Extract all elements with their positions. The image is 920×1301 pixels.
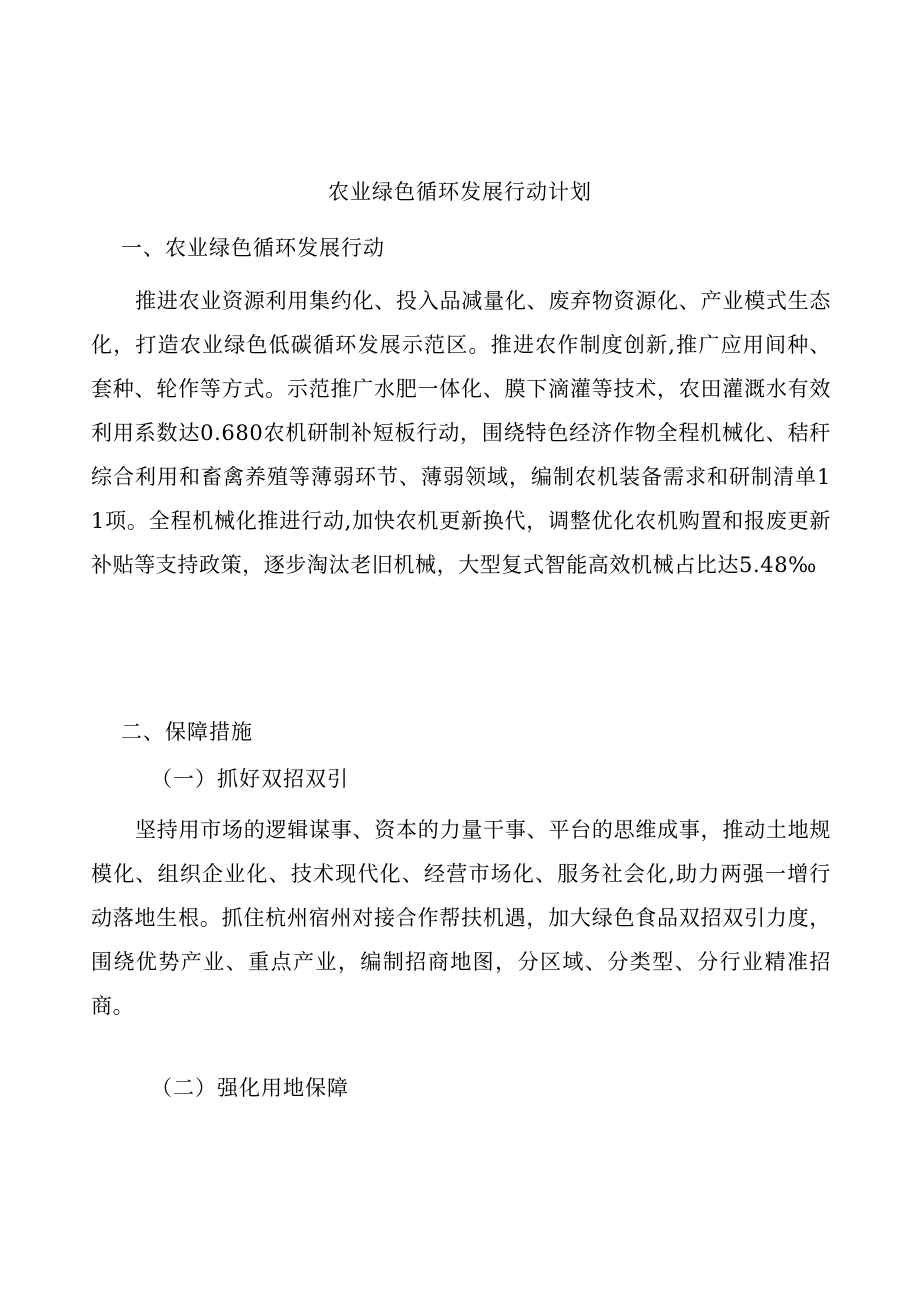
subsection-heading-1: （一）抓好双招双引	[151, 767, 349, 791]
document-title: 农业绿色循环发展行动计划	[328, 180, 592, 204]
section-heading-2: 二、保障措施	[121, 720, 253, 744]
section-1-paragraph: 推进农业资源利用集约化、投入品减量化、废弃物资源化、产业模式生态化，打造农业绿色低碳循环发展示范区。推进农作制度创新,推广应用间种、套种、轮作等方式。示范推广水肥一体化、膜下滴灌等技术，农田灌溉水有效利用系数达0.680农机研制补短板行动，围绕特色经济作物全程机械化、秸秆综合利用和畜禽养殖等薄弱环节、薄弱领域，编制农机装备需求和研制清单11项。全程机械化推进行动,加快农机更新换代，调整优化农机购置和报废更新补贴等支持政策，逐步淘汰老旧机械，大型复式智能高效机械占比达5.48‰	[91, 289, 831, 577]
section-heading-1: 一、农业绿色循环发展行动	[121, 236, 385, 260]
subsection-1-paragraph: 坚持用市场的逻辑谋事、资本的力量干事、平台的思维成事，推动土地规模化、组织企业化、技术现代化、经营市场化、服务社会化,助力两强一增行动落地生根。抓住杭州宿州对接合作帮扶机遇，加大绿色食品双招双引力度，围绕优势产业、重点产业，编制招商地图，分区域、分类型、分行业精准招商。	[91, 818, 831, 1018]
subsection-heading-2: （二）强化用地保障	[151, 1076, 349, 1100]
